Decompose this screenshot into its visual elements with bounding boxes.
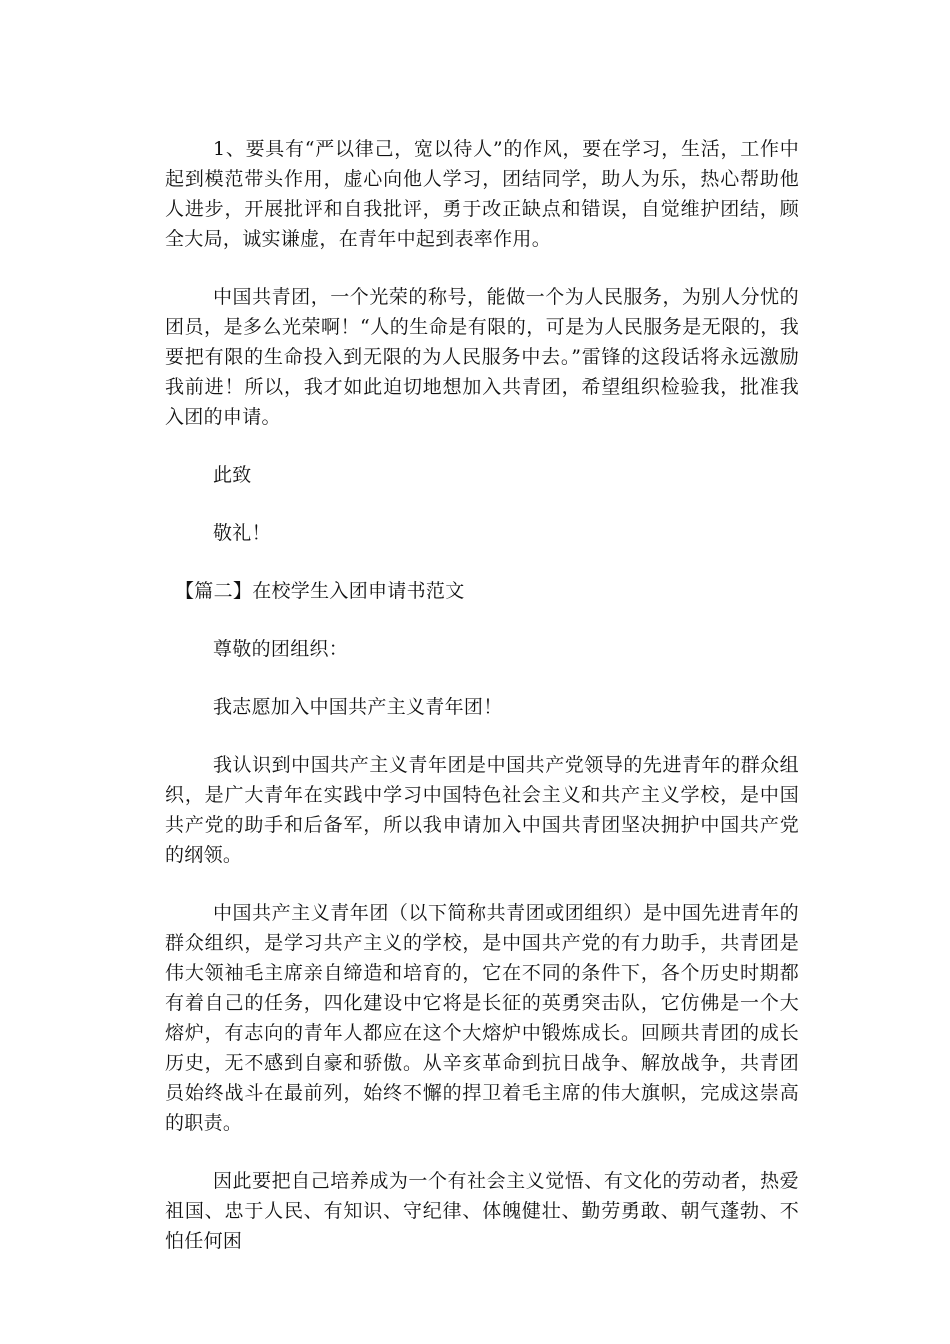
greeting: 尊敬的团组织： [213, 638, 349, 660]
closing-salutation: 此致 [213, 464, 252, 486]
paragraph-goals: 因此要把自己培养成为一个有社会主义觉悟、有文化的劳动者，热爱祖国、忠于人民、有知识、守纪律、体魄健壮、勤劳勇敢、朝气蓬勃、不怕任何困 [165, 1170, 799, 1252]
paragraph-conduct: 1、要具有“严以律己，宽以待人”的作风，要在学习，生活，工作中起到模范带头作用，虚心向他人学习，团结同学，助人为乐，热心帮助他人进步，开展批评和自我批评，勇于改正缺点和错误，自觉维护团结，顾全大局，诚实谦虚，在青年中起到表率作用。 [165, 138, 799, 250]
closing-regards: 敬礼！ [213, 522, 271, 544]
paragraph-understanding: 我认识到中国共产主义青年团是中国共产党领导的先进青年的群众组织，是广大青年在实践中学习中国特色社会主义和共产主义学校，是中国共产党的助手和后备军，所以我申请加入中国共青团坚决拥护中国共产党的纲领。 [165, 754, 799, 866]
paragraph-honor: 中国共青团，一个光荣的称号，能做一个为人民服务，为别人分忧的团员，是多么光荣啊！“人的生命是有限的，可是为人民服务是无限的，我要把有限的生命投入到无限的为人民服务中去。”雷锋的这段话将永远激励我前进！所以，我才如此迫切地想加入共青团，希望组织检验我，批准我入团的申请。 [165, 286, 799, 428]
paragraph-declaration: 我志愿加入中国共产主义青年团！ [213, 696, 503, 718]
section-heading: 【篇二】在校学生入团申请书范文 [175, 580, 465, 602]
document-body [165, 134, 799, 1256]
paragraph-history: 中国共产主义青年团（以下简称共青团或团组织）是中国先进青年的群众组织，是学习共产主义的学校，是中国共产党的有力助手，共青团是伟大领袖毛主席亲自缔造和培育的，它在不同的条件下，各个历史时期都有着自己的任务，四化建设中它将是长征的英勇突击队，它仿佛是一个大熔炉，有志向的青年人都应在这个大熔炉中锻炼成长。回顾共青团的成长历史，无不感到自豪和骄傲。从辛亥革命到抗日战争、解放战争，共青团员始终战斗在最前列，始终不懈的捍卫着毛主席的伟大旗帜，完成这崇高的职责。 [165, 902, 799, 1134]
